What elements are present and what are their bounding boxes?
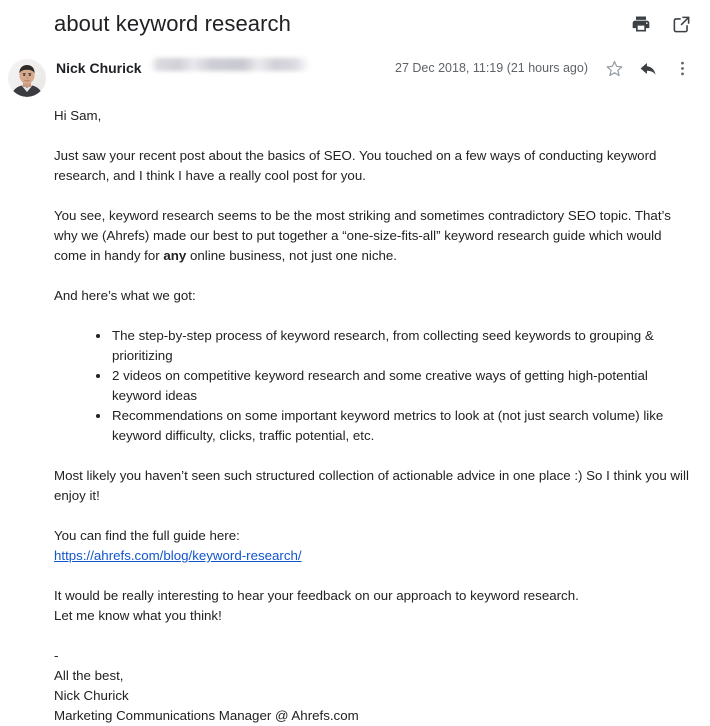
reply-icon[interactable]: [638, 58, 658, 78]
star-icon[interactable]: [604, 58, 624, 78]
body-paragraph-2-part-2: online business, not just one niche.: [186, 248, 397, 263]
body-paragraph-2-emphasis: any: [163, 248, 187, 263]
message-timestamp: 27 Dec 2018, 11:19 (21 hours ago): [395, 61, 588, 75]
sender-info: [46, 58, 395, 78]
list-item: 2 videos on competitive keyword research and some creative ways of getting high-potential keyword ideas: [96, 366, 692, 406]
body-paragraph-1: Just saw your recent post about the basics of SEO. You touched on a few ways of conducting keyword research, and I think I have a really cool post for you.: [54, 148, 657, 183]
message-body: [0, 92, 710, 726]
body-paragraph-2-part-1: You see, keyword research seems to be the most striking and sometimes contradictory SEO topic. That’s why we (Ahrefs) made our best to put together a “one-size-fits-all” keyword research guide which would come in handy for: [54, 208, 671, 263]
list-item: Recommendations on some important keyword metrics to look at (not just search volume) like keyword difficulty, clicks, traffic potential, etc.: [96, 406, 692, 446]
body-guide-intro: You can find the full guide here:: [54, 528, 240, 543]
sender-name[interactable]: Nick Churick: [56, 60, 142, 76]
subject-action-group: [630, 10, 692, 35]
page-title: about keyword research: [54, 11, 291, 36]
message-header: [0, 44, 710, 92]
signature-closing: All the best,: [54, 668, 124, 683]
sender-email-redacted: [150, 58, 310, 71]
body-paragraph-4-line-2: Let me know what you think!: [54, 608, 222, 623]
body-list-intro: And here’s what we got:: [54, 288, 196, 303]
body-guide-block: [54, 526, 692, 566]
open-in-new-window-icon[interactable]: [670, 13, 692, 35]
signature-title: Marketing Communications Manager @ Ahrefs.com: [54, 708, 359, 723]
avatar: [8, 59, 46, 97]
email-signature: [54, 646, 692, 726]
list-item: The step-by-step process of keyword research, from collecting seed keywords to grouping & prioritizing: [96, 326, 692, 366]
print-icon[interactable]: [630, 13, 652, 35]
message-action-group: [604, 58, 692, 78]
body-greeting: Hi Sam,: [54, 108, 102, 123]
guide-link[interactable]: https://ahrefs.com/blog/keyword-research/: [54, 548, 302, 563]
body-paragraph-3: Most likely you haven’t seen such structured collection of actionable advice in one place :) So I think you will enjoy it!: [54, 468, 689, 503]
signature-name: Nick Churick: [54, 688, 129, 703]
body-bullet-list: [54, 326, 692, 446]
body-paragraph-4-line-1: It would be really interesting to hear your feedback on our approach to keyword research.: [54, 588, 579, 603]
subject-header: [0, 0, 710, 44]
body-paragraph-4: [54, 586, 692, 626]
message-meta: [395, 58, 692, 78]
signature-divider-dash: -: [54, 648, 59, 663]
body-paragraph-2: [54, 206, 692, 266]
more-options-icon[interactable]: [672, 58, 692, 78]
